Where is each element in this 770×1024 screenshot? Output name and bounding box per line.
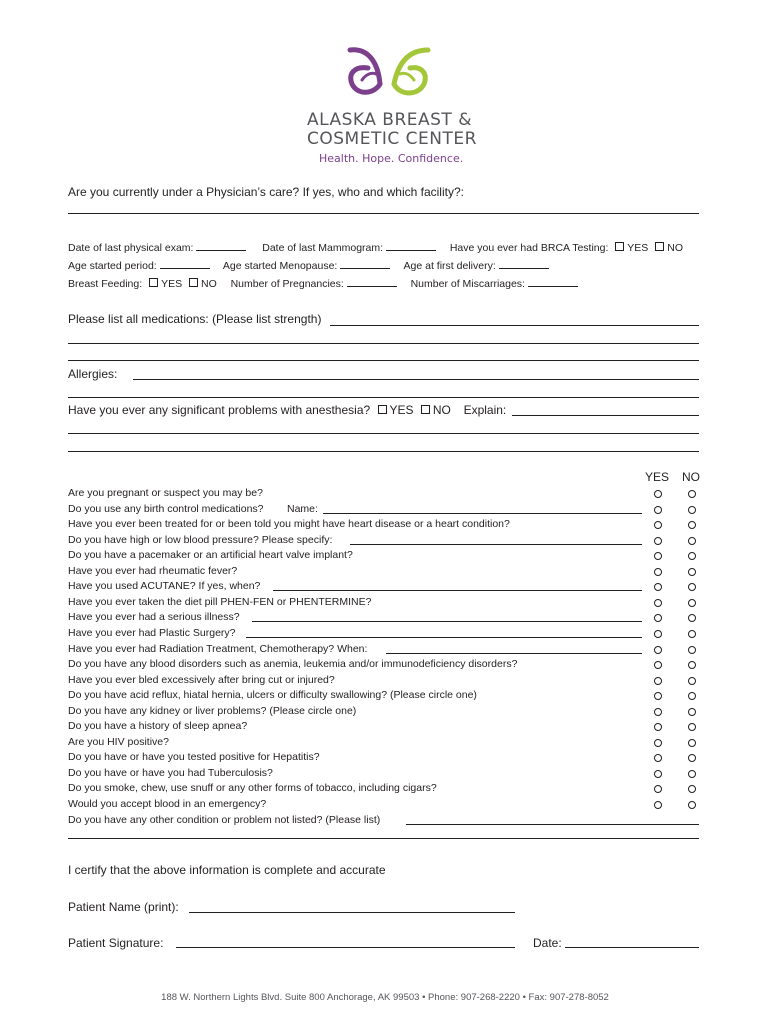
history-row-3 bbox=[68, 277, 578, 290]
question-text: Have you used ACUTANE? If yes, when? bbox=[68, 580, 261, 593]
anesthesia-question: Have you ever any significant problems with anesthesia? bbox=[68, 403, 371, 417]
breast-feeding-yes-label: YES bbox=[161, 278, 183, 290]
physical-exam-field[interactable] bbox=[196, 241, 246, 251]
question-text: Do you have any kidney or liver problems? (Please circle one) bbox=[68, 704, 357, 717]
no-radio[interactable] bbox=[688, 599, 696, 607]
no-radio[interactable] bbox=[688, 583, 696, 591]
yes-radio[interactable] bbox=[654, 614, 662, 622]
yes-radio[interactable] bbox=[654, 646, 662, 654]
question-answer-line[interactable] bbox=[252, 621, 642, 622]
yes-radio[interactable] bbox=[654, 770, 662, 778]
pregnancies-label: Number of Pregnancies: bbox=[230, 278, 344, 290]
no-radio[interactable] bbox=[688, 552, 696, 560]
question-text: Do you have a history of sleep apnea? bbox=[68, 720, 248, 733]
allergies-line-1[interactable] bbox=[133, 379, 699, 380]
yes-radio[interactable] bbox=[654, 801, 662, 809]
yes-radio[interactable] bbox=[654, 739, 662, 747]
patient-signature-field[interactable] bbox=[176, 947, 515, 948]
logo-tagline: Health. Hope. Confidence. bbox=[319, 152, 464, 165]
no-radio[interactable] bbox=[688, 490, 696, 498]
yes-radio[interactable] bbox=[654, 754, 662, 762]
yes-radio[interactable] bbox=[654, 677, 662, 685]
no-column-header: NO bbox=[682, 470, 700, 484]
question-answer-line[interactable] bbox=[273, 590, 642, 591]
yes-column-header: YES bbox=[645, 470, 670, 484]
question-answer-line[interactable] bbox=[323, 513, 642, 514]
allergies-line-2[interactable] bbox=[68, 397, 699, 398]
first-delivery-label: Age at first delivery: bbox=[403, 260, 496, 272]
question-text: Do you have any blood disorders such as anemia, leukemia and/or immunodeficiency disorders? bbox=[68, 658, 518, 671]
no-radio[interactable] bbox=[688, 754, 696, 762]
question-answer-line[interactable] bbox=[350, 544, 642, 545]
question-text: Have you ever had rheumatic fever? bbox=[68, 564, 238, 577]
age-period-label: Age started period: bbox=[68, 260, 157, 272]
yes-radio[interactable] bbox=[654, 537, 662, 545]
menopause-field[interactable] bbox=[340, 259, 390, 269]
no-radio[interactable] bbox=[688, 614, 696, 622]
anesthesia-explain-line-1[interactable] bbox=[512, 415, 699, 416]
anesthesia-explain-line-3[interactable] bbox=[68, 451, 699, 452]
no-radio[interactable] bbox=[688, 646, 696, 654]
breast-feeding-no-label: NO bbox=[201, 278, 217, 290]
patient-name-label: Patient Name (print): bbox=[68, 900, 179, 914]
question-text: Do you have acid reflux, hiatal hernia, ulcers or difficulty swallowing? (Please circle one) bbox=[68, 689, 477, 702]
medications-line-1[interactable] bbox=[330, 325, 699, 326]
no-radio[interactable] bbox=[688, 801, 696, 809]
question-text: Have you ever had a serious illness? bbox=[68, 611, 240, 624]
no-radio[interactable] bbox=[688, 723, 696, 731]
anesthesia-explain-line-2[interactable] bbox=[68, 433, 699, 434]
butterfly-logo-icon bbox=[340, 44, 440, 104]
date-field[interactable] bbox=[565, 947, 699, 948]
birth-control-name-label: Name: bbox=[287, 502, 318, 515]
certification-statement: I certify that the above information is complete and accurate bbox=[68, 863, 386, 877]
question-text: Do you have a pacemaker or an artificial heart valve implant? bbox=[68, 549, 353, 562]
yes-radio[interactable] bbox=[654, 521, 662, 529]
no-radio[interactable] bbox=[688, 661, 696, 669]
yes-radio[interactable] bbox=[654, 708, 662, 716]
anesthesia-yes-checkbox[interactable] bbox=[378, 405, 387, 414]
no-radio[interactable] bbox=[688, 692, 696, 700]
question-text: Have you ever had Plastic Surgery? bbox=[68, 626, 236, 639]
no-radio[interactable] bbox=[688, 708, 696, 716]
breast-feeding-no-checkbox[interactable] bbox=[189, 278, 198, 287]
no-radio[interactable] bbox=[688, 677, 696, 685]
no-radio[interactable] bbox=[688, 739, 696, 747]
logo-line2: COSMETIC CENTER bbox=[307, 129, 477, 149]
yes-radio[interactable] bbox=[654, 723, 662, 731]
question-text: Are you pregnant or suspect you may be? bbox=[68, 487, 263, 499]
breast-feeding-label: Breast Feeding: bbox=[68, 278, 143, 290]
mammogram-label: Date of last Mammogram: bbox=[262, 242, 384, 254]
question-answer-line[interactable] bbox=[386, 653, 642, 654]
yes-radio[interactable] bbox=[654, 568, 662, 576]
age-period-field[interactable] bbox=[160, 259, 210, 269]
history-row-2 bbox=[68, 259, 549, 272]
yes-radio[interactable] bbox=[654, 583, 662, 591]
question-text: Do you have high or low blood pressure? Please specify: bbox=[68, 533, 333, 546]
question-text: Do you have any other condition or problem not listed? (Please list) bbox=[68, 813, 381, 826]
anesthesia-no-label: NO bbox=[432, 403, 451, 417]
question-text: Have you ever taken the diet pill PHEN-FEN or PHENTERMINE? bbox=[68, 595, 372, 608]
question-text: Have you ever been treated for or been told you might have heart disease or a heart condition? bbox=[68, 518, 510, 531]
no-radio[interactable] bbox=[688, 568, 696, 576]
medications-line-3[interactable] bbox=[68, 360, 699, 361]
brca-no-label: NO bbox=[667, 242, 683, 254]
first-delivery-field[interactable] bbox=[499, 259, 549, 269]
question-answer-line[interactable] bbox=[246, 637, 642, 638]
question-text: Do you have or have you tested positive for Hepatitis? bbox=[68, 751, 320, 764]
no-radio[interactable] bbox=[688, 537, 696, 545]
yes-radio[interactable] bbox=[654, 599, 662, 607]
pregnancies-field[interactable] bbox=[347, 277, 397, 287]
yes-radio[interactable] bbox=[654, 692, 662, 700]
anesthesia-yes-label: YES bbox=[389, 403, 414, 417]
yes-radio[interactable] bbox=[654, 630, 662, 638]
question-answer-line[interactable] bbox=[406, 824, 699, 825]
patient-name-field[interactable] bbox=[189, 912, 515, 913]
physical-exam-label: Date of last physical exam: bbox=[68, 242, 194, 254]
patient-signature-label: Patient Signature: bbox=[68, 936, 164, 950]
breast-feeding-yes-checkbox[interactable] bbox=[149, 278, 158, 287]
physician-answer-line[interactable] bbox=[68, 213, 699, 214]
brca-yes-label: YES bbox=[627, 242, 649, 254]
brca-no-checkbox[interactable] bbox=[655, 242, 664, 251]
yes-radio[interactable] bbox=[654, 506, 662, 514]
logo-line1: ALASKA BREAST & bbox=[307, 110, 472, 130]
no-radio[interactable] bbox=[688, 506, 696, 514]
anesthesia-explain-label: Explain: bbox=[463, 403, 507, 417]
history-row-1 bbox=[68, 241, 683, 254]
footer-address: 188 W. Northern Lights Blvd. Suite 800 Anchorage, AK 99503 • Phone: 907-268-2220 • Fax: 907-278-8052 bbox=[161, 992, 609, 1003]
anesthesia-row bbox=[68, 403, 506, 417]
brca-label: Have you ever had BRCA Testing: bbox=[449, 242, 609, 254]
date-label: Date: bbox=[533, 936, 562, 950]
no-radio[interactable] bbox=[688, 521, 696, 529]
question-text: Would you accept blood in an emergency? bbox=[68, 798, 267, 810]
question-text: Do you have or have you had Tuberculosis? bbox=[68, 766, 273, 779]
miscarriages-label: Number of Miscarriages: bbox=[410, 278, 525, 290]
question-text: Are you HIV positive? bbox=[68, 735, 169, 748]
yes-radio[interactable] bbox=[654, 490, 662, 498]
other-condition-line-2[interactable] bbox=[68, 838, 699, 839]
question-text: Do you smoke, chew, use snuff or any other forms of tobacco, including cigars? bbox=[68, 782, 437, 795]
no-radio[interactable] bbox=[688, 770, 696, 778]
anesthesia-no-checkbox[interactable] bbox=[421, 405, 430, 414]
yes-radio[interactable] bbox=[654, 785, 662, 793]
no-radio[interactable] bbox=[688, 785, 696, 793]
miscarriages-field[interactable] bbox=[528, 277, 578, 287]
mammogram-field[interactable] bbox=[386, 241, 436, 251]
no-radio[interactable] bbox=[688, 630, 696, 638]
medications-line-2[interactable] bbox=[68, 343, 699, 344]
yes-radio[interactable] bbox=[654, 661, 662, 669]
menopause-label: Age started Menopause: bbox=[222, 260, 338, 272]
brca-yes-checkbox[interactable] bbox=[615, 242, 624, 251]
allergies-label: Allergies: bbox=[68, 367, 118, 381]
yes-radio[interactable] bbox=[654, 552, 662, 560]
physician-question: Are you currently under a Physician’s care? If yes, who and which facility?: bbox=[68, 185, 464, 199]
question-text: Do you use any birth control medications? bbox=[68, 502, 264, 515]
medications-label: Please list all medications: (Please list strength) bbox=[68, 312, 322, 326]
question-text: Have you ever bled excessively after bring cut or injured? bbox=[68, 673, 335, 686]
question-text: Have you ever had Radiation Treatment, Chemotherapy? When: bbox=[68, 642, 368, 655]
